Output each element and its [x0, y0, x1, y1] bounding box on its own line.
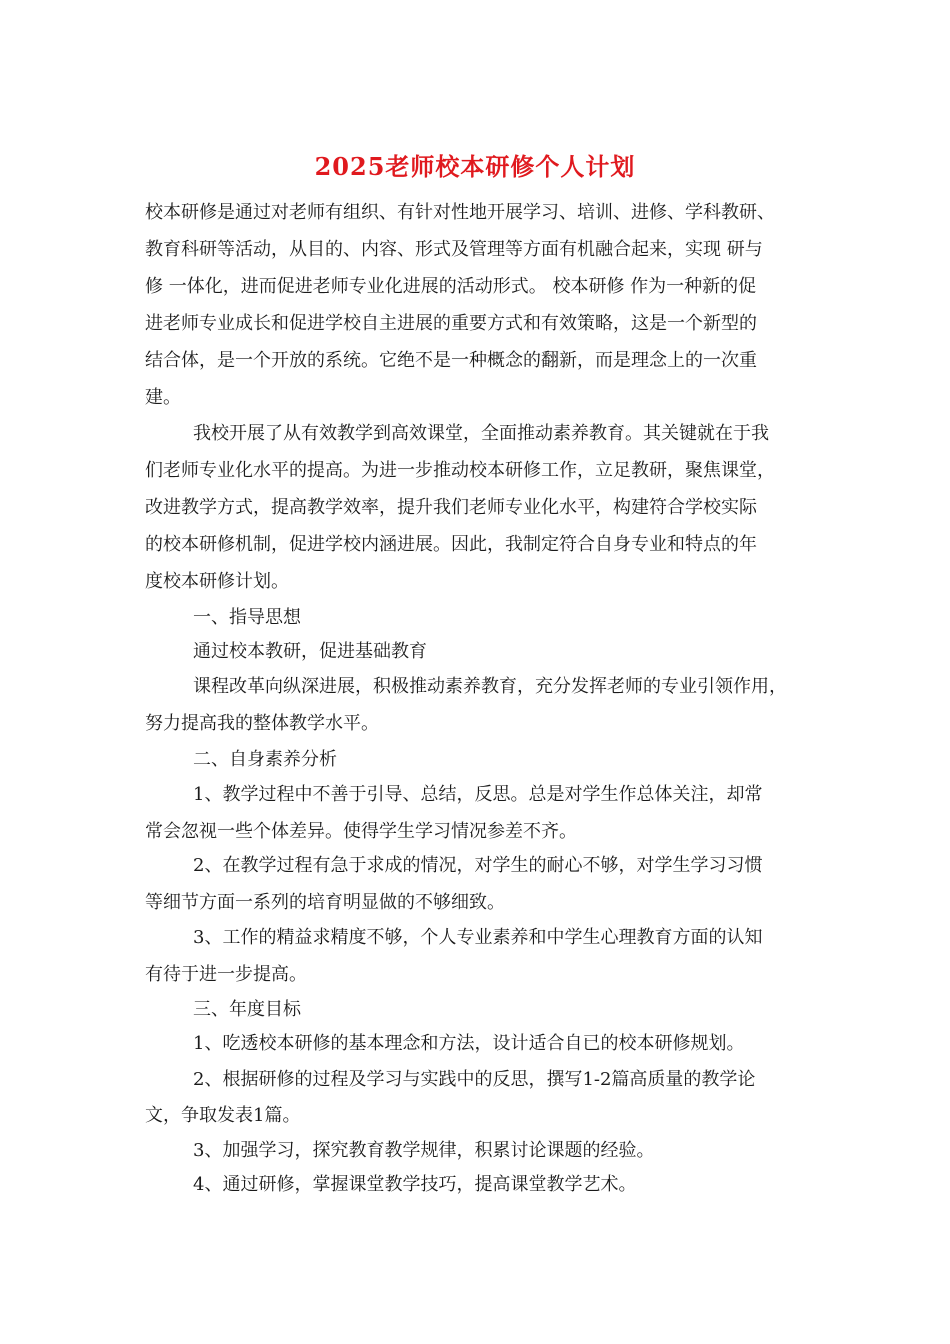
- paragraph-line: 修 一体化，进而促进老师专业化进展的活动形式。 校本研修 作为一种新的促: [145, 276, 757, 297]
- paragraph-line: 结合体，是一个开放的系统。它绝不是一种概念的翻新，而是理念上的一次重: [145, 350, 757, 371]
- paragraph-line: 我校开展了从有效教学到高效课堂，全面推动素养教育。其关键就在于我: [193, 423, 769, 444]
- paragraph-line: 常会忽视一些个体差异。使得学生学习情况参差不齐。: [145, 821, 577, 842]
- paragraph-line: 校本研修是通过对老师有组织、有针对性地开展学习、培训、进修、学科教研、: [145, 202, 775, 223]
- paragraph-line: 努力提高我的整体教学水平。: [145, 713, 379, 734]
- paragraph-line: 有待于进一步提高。: [145, 964, 307, 985]
- section-heading: 一、指导思想: [193, 607, 301, 628]
- list-item: 4、通过研修，掌握课堂教学技巧，提高课堂教学艺术。: [193, 1174, 637, 1195]
- list-item: 2、根据研修的过程及学习与实践中的反思，撰写1-2篇高质量的教学论: [193, 1069, 756, 1090]
- paragraph-line: 通过校本教研，促进基础教育: [193, 641, 427, 662]
- list-item: 3、工作的精益求精度不够，个人专业素养和中学生心理教育方面的认知: [193, 927, 763, 948]
- paragraph-line: 等细节方面一系列的培育明显做的不够细致。: [145, 892, 505, 913]
- paragraph-line: 文，争取发表1篇。: [145, 1105, 301, 1126]
- section-heading: 二、自身素养分析: [193, 749, 337, 770]
- paragraph-line: 进老师专业成长和促进学校自主进展的重要方式和有效策略，这是一个新型的: [145, 313, 757, 334]
- paragraph-line: 的校本研修机制，促进学校内涵进展。因此，我制定符合自身专业和特点的年: [145, 534, 757, 555]
- section-heading: 三、年度目标: [193, 999, 301, 1020]
- document-title: 2025老师校本研修个人计划: [314, 152, 636, 181]
- paragraph-line: 们老师专业化水平的提高。为进一步推动校本研修工作，立足教研，聚焦课堂，: [145, 460, 775, 481]
- paragraph-line: 建。: [145, 387, 181, 408]
- paragraph-line: 改进教学方式，提高教学效率，提升我们老师专业化水平，构建符合学校实际: [145, 497, 757, 518]
- list-item: 1、吃透校本研修的基本理念和方法，设计适合自已的校本研修规划。: [193, 1033, 745, 1054]
- list-item: 1、教学过程中不善于引导、总结，反思。总是对学生作总体关注，却常: [193, 784, 763, 805]
- paragraph-line: 课程改革向纵深进展，积极推动素养教育，充分发挥老师的专业引领作用，: [193, 676, 787, 697]
- paragraph-line: 度校本研修计划。: [145, 571, 289, 592]
- paragraph-line: 教育科研等活动，从目的、内容、形式及管理等方面有机融合起来，实现 研与: [145, 239, 763, 260]
- list-item: 3、加强学习，探究教育教学规律，积累讨论课题的经验。: [193, 1140, 655, 1161]
- list-item: 2、在教学过程有急于求成的情况，对学生的耐心不够，对学生学习习惯: [193, 855, 763, 876]
